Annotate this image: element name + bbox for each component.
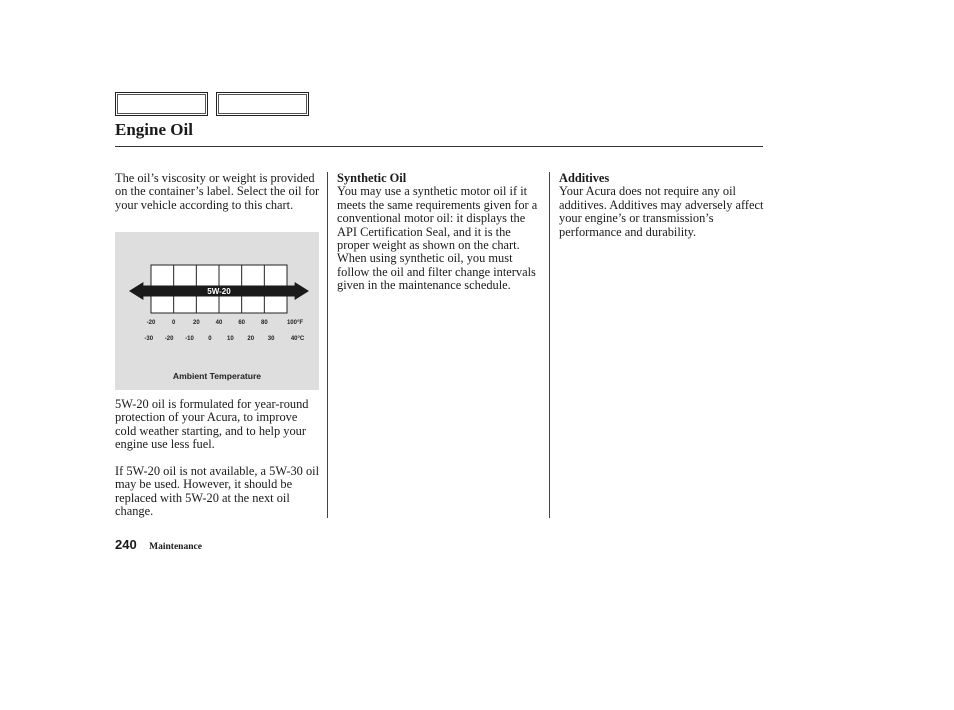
footer-section-name: Maintenance xyxy=(149,542,202,552)
page-title: Engine Oil xyxy=(115,120,193,139)
formulated-paragraph: 5W-20 oil is formulated for year-round protection of your Acura, to improve cold weather starting, and to help your engine use less fuel. xyxy=(115,397,309,452)
fahrenheit-tick-label: 0 xyxy=(171,320,176,326)
column-2 xyxy=(337,172,539,293)
additives-body: Your Acura does not require any oil additives. Additives may adversely affect your engine’s or transmission’s performance and durability. xyxy=(559,184,764,239)
celsius-tick-label: 40°C xyxy=(290,336,305,342)
celsius-tick-label: 10 xyxy=(226,336,234,342)
celsius-tick-label: -20 xyxy=(164,336,174,342)
celsius-tick-label: 30 xyxy=(267,336,275,342)
series-label: 5W-20 xyxy=(207,287,231,297)
page-number: 240 xyxy=(115,537,137,552)
celsius-tick-label: -30 xyxy=(144,336,154,342)
column-divider-1 xyxy=(327,172,328,518)
fahrenheit-tick-label: 80 xyxy=(260,320,268,326)
fahrenheit-tick-label: 20 xyxy=(192,320,200,326)
celsius-tick-label: -10 xyxy=(185,336,194,342)
page-footer xyxy=(115,536,202,554)
chart-x-axis-label: Ambient Temperature xyxy=(172,371,262,381)
synthetic-oil-heading: Synthetic Oil xyxy=(337,171,407,185)
fahrenheit-tick-label: 100°F xyxy=(286,320,304,326)
chart-svg xyxy=(115,232,319,390)
title-divider xyxy=(115,146,763,147)
celsius-tick-label: 20 xyxy=(247,336,255,342)
oil-viscosity-chart xyxy=(115,232,319,390)
intro-paragraph: The oil’s viscosity or weight is provided on the container’s label. Select the oil for your vehicle according to this chart. xyxy=(115,171,320,212)
fahrenheit-tick-label: 40 xyxy=(215,320,223,326)
fahrenheit-tick-label: -20 xyxy=(146,320,156,326)
fahrenheit-tick-label: 60 xyxy=(238,320,246,326)
column-3 xyxy=(559,172,769,239)
column-divider-2 xyxy=(549,172,550,518)
synthetic-oil-body: You may use a synthetic motor oil if it meets the same requirements given for a conventional motor oil: it displays the API Certification Seal, and it is the proper weight as shown on the chart. When using synthetic oil, you must follow the oil and filter change intervals given in the maintenance schedule. xyxy=(337,184,538,293)
celsius-tick-label: 0 xyxy=(208,336,212,342)
nav-tab-box-1[interactable] xyxy=(115,92,208,116)
additives-heading: Additives xyxy=(559,171,610,185)
column-1 xyxy=(115,172,320,212)
nav-tab-box-2[interactable] xyxy=(216,92,309,116)
not-available-paragraph: If 5W-20 oil is not available, a 5W-30 oil may be used. However, it should be replaced with 5W-20 at the next oil change. xyxy=(115,464,320,519)
